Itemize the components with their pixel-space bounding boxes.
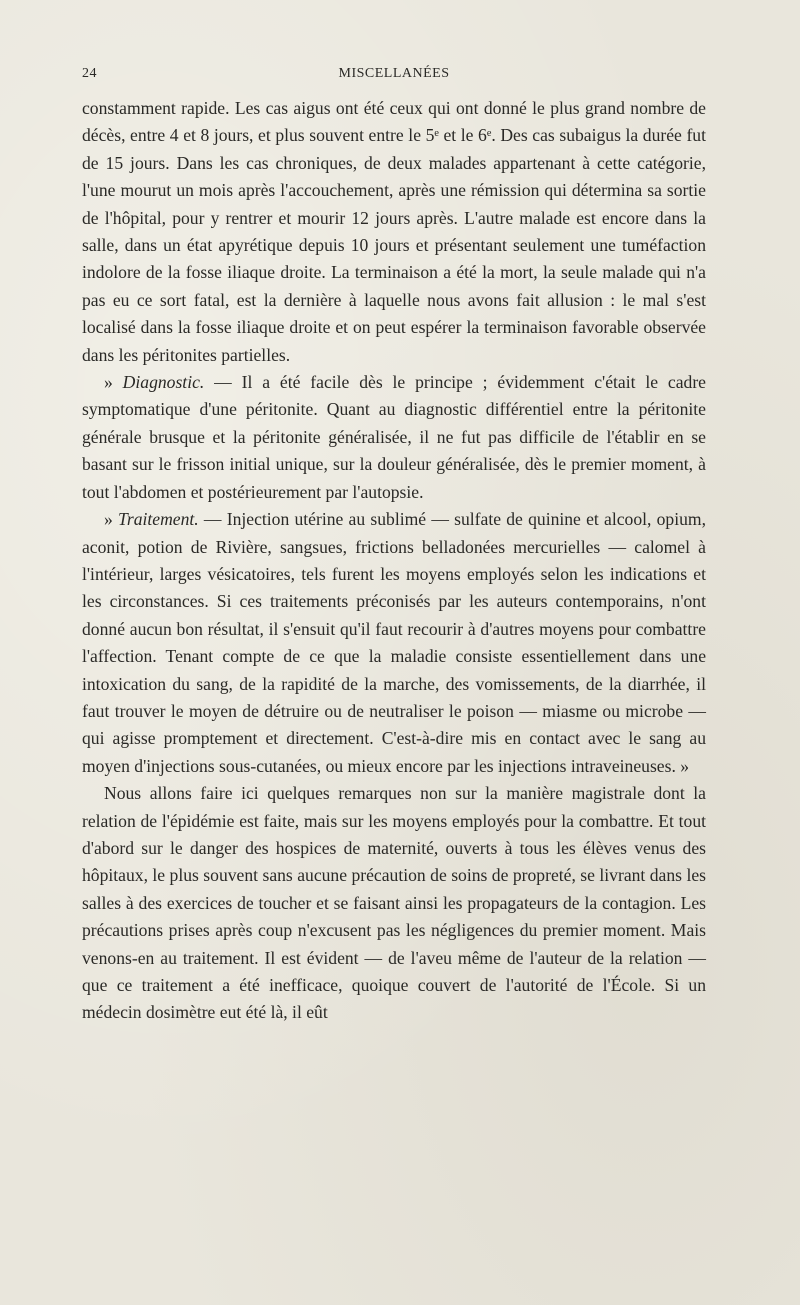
quote-mark: » — [104, 372, 123, 393]
heading-treatment: Traitement. — [118, 509, 199, 530]
paragraph-mortality — [82, 95, 706, 369]
quote-mark: » — [104, 509, 119, 530]
running-header — [82, 66, 706, 90]
paragraph-text: — Il a été facile dès le principe ; évidemment c'était le cadre symptomatique d'une péritonite. Quant au diagnostic différentiel entre la péritonite générale brusque et la péritonite généralisée, il ne fut pas difficile de l'établir en se basant sur le frisson initial unique, sur la douleur généralisée, dès le premier moment, à tout l'abdomen et postérieurement par l'autopsie. — [82, 372, 706, 502]
heading-diagnostic: Diagnostic. — [122, 372, 205, 393]
body-text — [82, 95, 706, 1027]
paragraph-text: — Injection utérine au sublimé — sulfate de quinine et alcool, opium, aconit, potion de Rivière, sangsues, frictions belladonées mercurielles — calomel à l'intérieur, larges vésicatoires, tels furent les moyens employés selon les indications et les circonstances. Si ces traitements préconisés par les auteurs contemporains, n'ont donné aucun bon résultat, il s'ensuit qu'il faut recourir à d'autres moyens pour combattre l'affection. Tenant compte de ce que la maladie consiste essentiellement dans une intoxication du sang, de la rapidité de la marche, des vomissements, de la diarrhée, il faut trouver le moyen de détruire ou de neutraliser le poison — miasme ou microbe — qui agisse promptement et directement. C'est-à-dire mis en contact avec le sang au moyen d'injections sous-cutanées, ou mieux encore par les injections intraveineuses. » — [82, 509, 706, 776]
paragraph-diagnostic — [82, 369, 706, 506]
paragraph-treatment — [82, 506, 706, 780]
paragraph-text: constamment rapide. Les cas aigus ont été ceux qui ont donné le plus grand nombre de décès, entre 4 et 8 jours, et plus souvent entre le 5ᵉ et le 6ᵉ. Des cas subaigus la durée fut de 15 jours. Dans les cas chroniques, de deux malades appartenant à cette catégorie, l'une mourut un mois après l'accouchement, après une rémission qui détermina sa sortie de l'hôpital, pour y rentrer et mourir 12 jours après. L'autre malade est encore dans la salle, dans un état apyrétique depuis 10 jours et présentant seulement une tuméfaction indolore de la fosse iliaque droite. La terminaison a été la mort, la seule malade qui n'a pas eu ce sort fatal, est la dernière à laquelle nous avons fait allusion : le mal s'est localisé dans la fosse iliaque droite et on peut espérer la terminaison favorable observée dans les péritonites partielles. — [82, 98, 706, 365]
paragraph-remarks — [82, 780, 706, 1027]
running-title: MISCELLANÉES — [338, 66, 450, 81]
page-number: 24 — [82, 66, 97, 81]
paragraph-text: Nous allons faire ici quelques remarques non sur la manière magistrale dont la relation de l'épidémie est faite, mais sur les moyens employés pour la combattre. Et tout d'abord sur le danger des hospices de maternité, ouverts à tous les élèves venus des hôpitaux, le plus souvent sans aucune précaution de soins de propreté, se livrant dans les salles à des exercices de toucher et se faisant ainsi les propagateurs de la contagion. Les précautions prises après coup n'excusent pas les négligences du premier moment. Mais venons-en au traitement. Il est évident — de l'aveu même de l'auteur de la relation — que ce traitement a été inefficace, quoique couvert de l'autorité de l'École. Si un médecin dosimètre eut été là, il eût — [82, 783, 706, 1023]
